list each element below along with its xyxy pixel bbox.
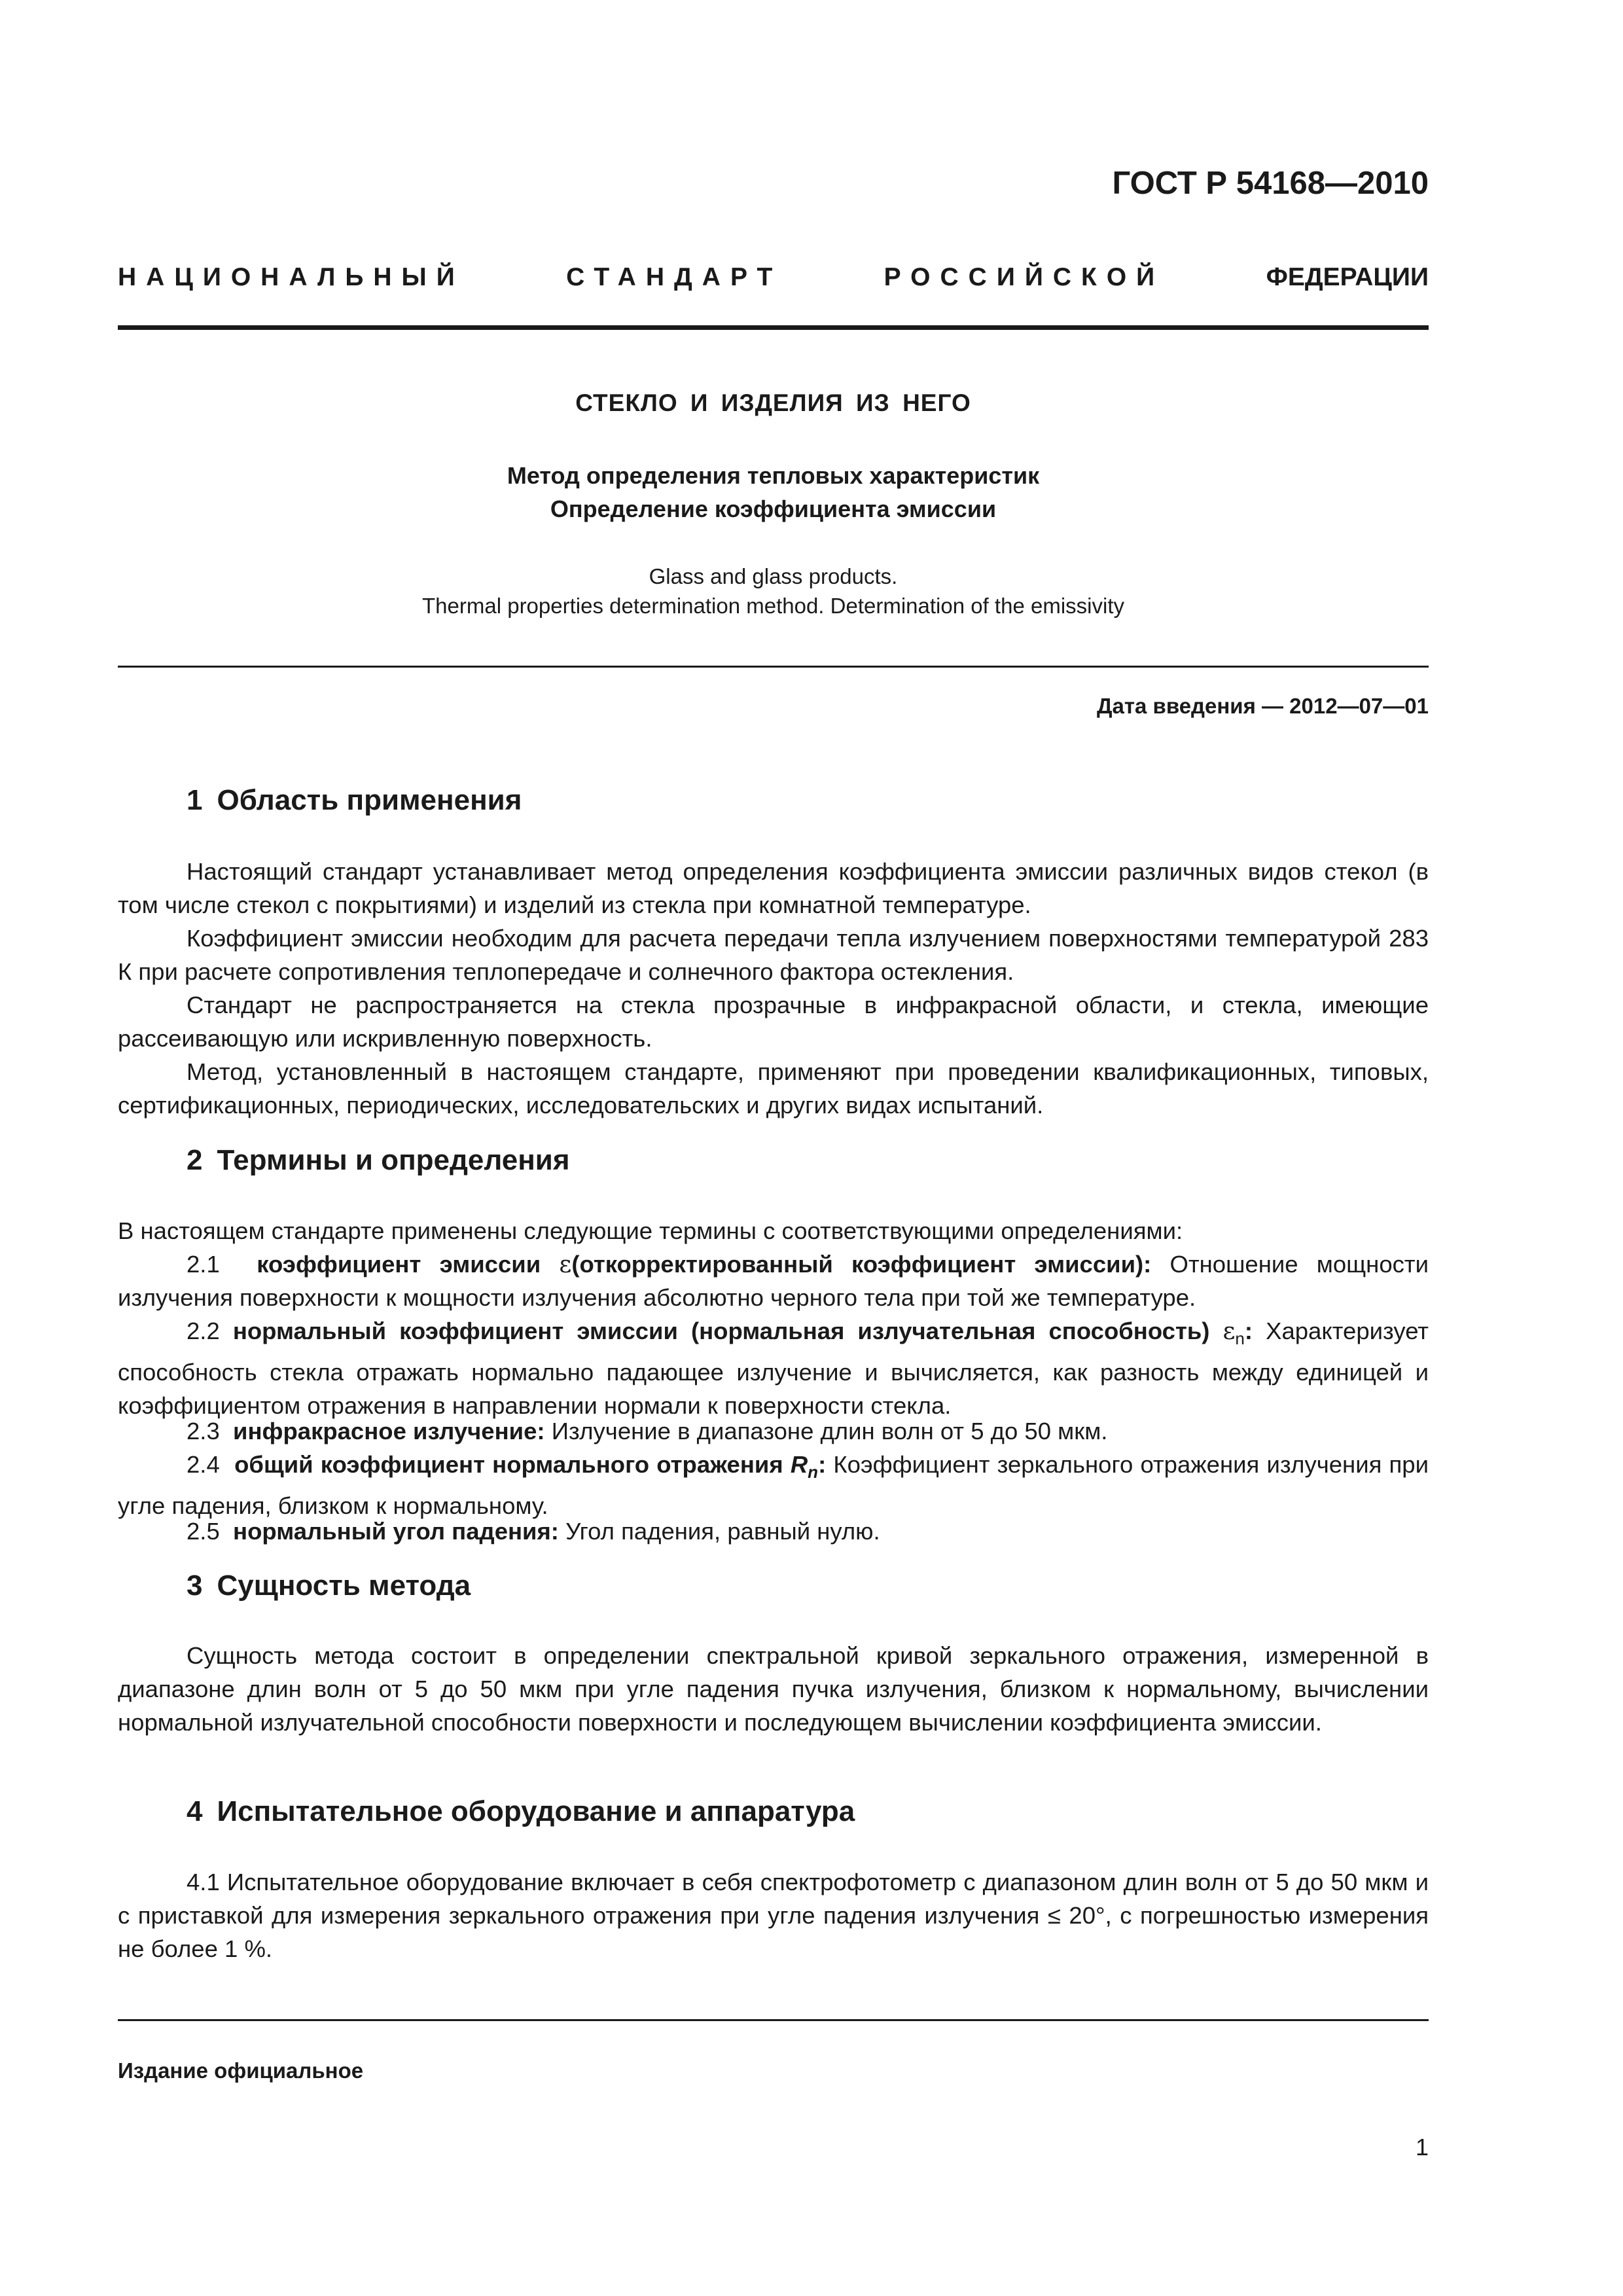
paragraph: 4.1 Испытательное оборудование включает в себя спектрофотометр с диапазоном длин волн от 5 до 50 мкм и с приставкой для измерения зеркального отражения при угле падения излучения ≤ 20°, с погрешностью измерения не более 1 %. — [118, 1869, 1429, 1962]
section-number: 2 — [187, 1144, 203, 1176]
term-definition — [118, 1247, 1429, 1314]
banner-word: СТАНДАРТ — [566, 263, 783, 291]
term-definition — [118, 1448, 1429, 1522]
section-number: 1 — [187, 784, 203, 816]
term-definition-text: Отношение мощности излучения поверхности к мощности излучения абсолютно черного тела при той же температуре. — [118, 1251, 1429, 1311]
section-heading — [187, 784, 522, 817]
term-definition-text: Угол падения, равный нулю. — [565, 1518, 880, 1545]
term-definition — [118, 1314, 1429, 1422]
banner-word: НАЦИОНАЛЬНЫЙ — [118, 263, 465, 291]
term-colon: : — [1244, 1318, 1253, 1344]
introduction-date: Дата введения — 2012—07—01 — [1097, 694, 1429, 718]
term-name: нормальный коэффициент эмиссии (нормальная излучательная способность) — [232, 1318, 1210, 1344]
section-title: Термины и определения — [217, 1144, 570, 1176]
term-number: 2.4 — [187, 1451, 220, 1478]
term-name: (откорректированный коэффициент эмиссии): — [571, 1251, 1152, 1278]
paragraph: Сущность метода состоит в определении спектральной кривой зеркального отражения, измеренной в диапазоне длин волн от 5 до 50 мкм при угле падения пучка излучения, близком к нормальному, вычислении нормальной излучательной способности поверхности и последующем вычислении коэффициента эмиссии. — [118, 1642, 1429, 1736]
english-title: Glass and glass products. — [649, 564, 898, 588]
document-code: ГОСТ Р 54168—2010 — [1112, 166, 1429, 201]
term-symbol: ε — [559, 1250, 572, 1278]
document-subtitle: Определение коэффициента эмиссии — [550, 495, 997, 522]
term-symbol: R — [790, 1451, 808, 1478]
section-heading — [187, 1570, 471, 1602]
paragraph: В настоящем стандарте применены следующие термины с соответствующими определениями: — [118, 1217, 1183, 1244]
term-colon: : — [818, 1451, 827, 1478]
document-title: СТЕКЛО И ИЗДЕЛИЯ ИЗ НЕГО — [575, 389, 971, 416]
term-definition-text: Излучение в диапазоне длин волн от 5 до 50 мкм. — [551, 1418, 1108, 1444]
section-title: Сущность метода — [217, 1570, 471, 1602]
term-number: 2.5 — [187, 1518, 220, 1545]
section-heading — [187, 1144, 570, 1177]
paragraph: Настоящий стандарт устанавливает метод определения коэффициента эмиссии различных видов стекол (в том числе стекол с покрытиями) и изделий из стекла при комнатной температуре. — [118, 858, 1429, 918]
term-definition — [118, 1515, 1429, 1548]
banner-word: ФЕДЕРАЦИИ — [1266, 263, 1429, 291]
term-name: коэффициент эмиссии — [257, 1251, 541, 1278]
title-divider — [118, 666, 1429, 668]
section-title: Область применения — [217, 784, 522, 816]
document-subtitle: Метод определения тепловых характеристик — [507, 462, 1040, 489]
banner-word: РОССИЙСКОЙ — [883, 263, 1165, 291]
term-number: 2.1 — [187, 1251, 220, 1278]
term-number: 2.3 — [187, 1418, 220, 1444]
footer-divider — [118, 2019, 1429, 2021]
english-title: Thermal properties determination method. Determination of the emissivity — [422, 594, 1124, 618]
term-definition — [118, 1414, 1429, 1448]
term-name: инфракрасное излучение: — [233, 1418, 545, 1444]
header-divider — [118, 325, 1429, 330]
page-number: 1 — [1415, 2134, 1429, 2161]
paragraph: Коэффициент эмиссии необходим для расчета передачи тепла излучением поверхностями температурой 283 К при расчете сопротивления теплопередаче и солнечного фактора остекления. — [118, 925, 1429, 985]
term-symbol: ε — [1222, 1317, 1236, 1345]
term-definition-text: Коэффициент зеркального отражения излучения при угле падения, близком к нормальному. — [118, 1451, 1429, 1519]
edition-label: Издание официальное — [118, 2058, 364, 2083]
section-number: 4 — [187, 1795, 203, 1827]
term-name: общий коэффициент нормального отражения — [234, 1451, 783, 1478]
paragraph: Стандарт не распространяется на стекла прозрачные в инфракрасной области, и стекла, имеющие рассеивающую или искривленную поверхность. — [118, 992, 1429, 1052]
section-heading — [187, 1795, 855, 1828]
term-name: нормальный угол падения: — [233, 1518, 559, 1545]
paragraph: Метод, установленный в настоящем стандарте, применяют при проведении квалификационных, типовых, сертификационных, периодических, исследовательских и других видах испытаний. — [118, 1058, 1429, 1119]
term-symbol-subscript: n — [808, 1462, 819, 1482]
term-definition-text: Характеризует способность стекла отражать нормально падающее излучение и вычисляется, как разность между единицей и коэффициентом отражения в направлении нормали к поверхности стекла. — [118, 1318, 1429, 1419]
term-symbol-subscript: n — [1235, 1329, 1245, 1348]
term-number: 2.2 — [187, 1318, 220, 1344]
national-standard-banner — [118, 263, 1429, 292]
section-number: 3 — [187, 1570, 203, 1602]
section-title: Испытательное оборудование и аппаратура — [217, 1795, 855, 1827]
